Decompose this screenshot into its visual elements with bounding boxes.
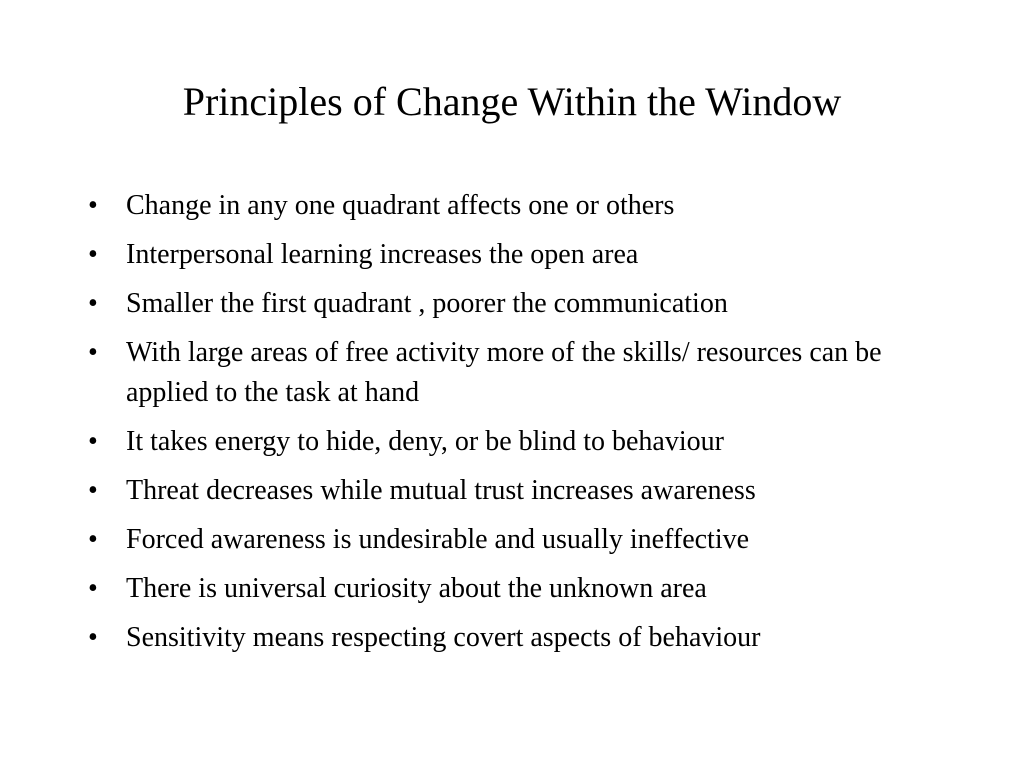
bullet-icon: • bbox=[88, 190, 98, 221]
bullet-icon: • bbox=[88, 426, 98, 457]
bullet-item bbox=[88, 520, 968, 560]
bullet-text: With large areas of free activity more of the skills/ resources can be applied to the task at hand bbox=[126, 337, 882, 408]
bullet-text: Interpersonal learning increases the open area bbox=[126, 239, 639, 270]
bullet-icon: • bbox=[88, 622, 98, 653]
bullet-item bbox=[88, 284, 968, 324]
bullet-text: Change in any one quadrant affects one or others bbox=[126, 190, 675, 221]
bullet-item bbox=[88, 333, 968, 413]
bullet-item bbox=[88, 618, 968, 658]
bullet-item bbox=[88, 186, 968, 226]
bullet-icon: • bbox=[88, 524, 98, 555]
bullet-icon: • bbox=[88, 239, 98, 270]
bullet-text: Threat decreases while mutual trust increases awareness bbox=[126, 475, 756, 506]
bullet-icon: • bbox=[88, 573, 98, 604]
bullet-item bbox=[88, 235, 968, 275]
bullet-text: It takes energy to hide, deny, or be blind to behaviour bbox=[126, 426, 724, 457]
slide-title: Principles of Change Within the Window bbox=[182, 79, 842, 124]
bullet-item bbox=[88, 422, 968, 462]
bullet-icon: • bbox=[88, 288, 98, 319]
bullet-list bbox=[88, 186, 968, 667]
bullet-icon: • bbox=[88, 475, 98, 506]
bullet-text: There is universal curiosity about the unknown area bbox=[126, 573, 707, 604]
bullet-item bbox=[88, 569, 968, 609]
bullet-text: Smaller the first quadrant , poorer the communication bbox=[126, 288, 728, 319]
bullet-text: Forced awareness is undesirable and usually ineffective bbox=[126, 524, 750, 555]
bullet-text: Sensitivity means respecting covert aspects of behaviour bbox=[126, 622, 761, 653]
bullet-item bbox=[88, 471, 968, 511]
bullet-icon: • bbox=[88, 337, 98, 368]
